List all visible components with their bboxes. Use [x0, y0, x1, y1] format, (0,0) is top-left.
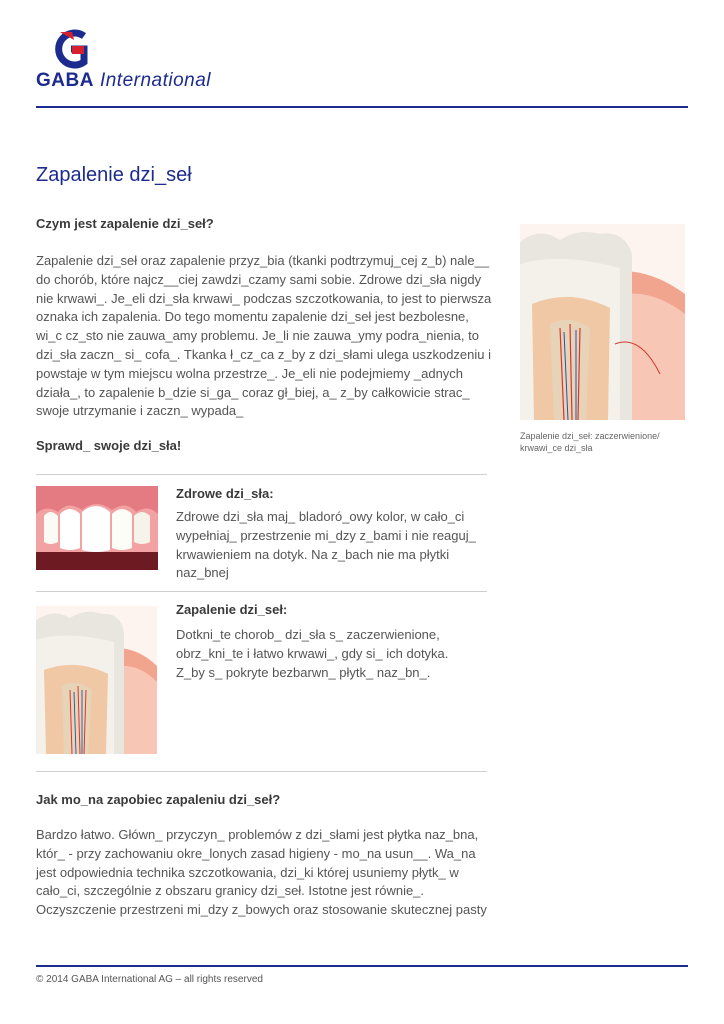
healthy-gums-body: Zdrowe dzi_sła maj_ bladoró_owy kolor, w cało_ci wypełniaj_ przestrzenie mi_dzy z_bami i nie reaguj_ krwawieniem na dotyk. Na z_bach nie ma płytki naz_bnej [176, 509, 476, 581]
divider [36, 771, 487, 772]
copyright-footer: © 2014 GABA International AG – all rights reserved [36, 974, 263, 985]
section-heading-check: Sprawd_ swoje dzi_sła! [36, 438, 182, 453]
figure-caption: Zapalenie dzi_seł: zaczerwienione/ krwawi_ce dzi_sła [520, 431, 660, 453]
section-heading-what-is: Czym jest zapalenie dzi_seł? [36, 216, 214, 231]
header-rule [36, 106, 688, 108]
gaba-logo-text: GABA International [36, 70, 212, 91]
inflamed-gums-body: Dotkni_te chorob_ dzi_sła s_ zaczerwienione, obrz_kni_te i łatwo krwawi_, gdy si_ ich dotyka. Z_by s_ pokryte bezbarwn_ płytk_ naz_bn_. [176, 627, 449, 680]
divider [36, 591, 487, 592]
divider [36, 474, 487, 475]
section-body-prevention: Bardzo łatwo. Główn_ przyczyn_ problemów z dzi_słami jest płytka naz_bna, któr_ - przy zachowaniu okre_lonych zasad higieny - mo_na usun__. Wa_na jest odpowiednia technika szczotkowania, dzi_ki której usuniemy płytk_ w cało_ci, szczególnie z obszaru granicy dzi_seł. Istotne jest równie_. Oczyszczenie przestrzeni mi_dzy z_bowych oraz stosowanie skutecznej pasty [36, 827, 487, 918]
inflamed-gums-heading: Zapalenie dzi_seł: [176, 602, 288, 617]
page-title: Zapalenie dzi_seł [36, 164, 192, 186]
gaba-logo [36, 28, 256, 98]
healthy-gums-heading: Zdrowe dzi_sła: [176, 486, 274, 501]
gaba-g-icon [50, 28, 90, 70]
section-heading-prevention: Jak mo_na zapobiec zapaleniu dzi_seł? [36, 792, 281, 807]
section-body-what-is: Zapalenie dzi_seł oraz zapalenie przyz_bia (tkanki podtrzymuj_cej z_b) nale__ do chorób, które najcz__ciej zawdzi_czamy sami sobie. Zdrowe dzi_sła nigdy nie krwawi_. Je_eli dzi_sła krwawi_ podczas szczotkowania, to jest to pierwsza oznaka ich zapalenia. Do tego momentu zapalenie dzi_seł jest bezbolesne, wi_c cz_sto nie zauwa_amy problemu. Je_li nie zauwa_ymy podra_nienia, to dzi_sła zaczn_ si_ cofa_. Tkanka ł_cz_ca z_by z dzi_słami ulega uszkodzeniu i powstaje w tym miejscu wolna przestrze_. Je_eli nie podejmiemy _adnych działa_, to zapalenie b_dzie si_ga_ coraz gł_biej, a_ z_by całkowicie strac_ swoje utrzymanie i zaczn_ wypada_ [36, 253, 492, 419]
inflamed-gums-illustration [36, 606, 157, 754]
tooth-inflamed-illustration [520, 224, 685, 420]
footer-rule [36, 965, 688, 967]
healthy-gums-photo [36, 486, 158, 570]
